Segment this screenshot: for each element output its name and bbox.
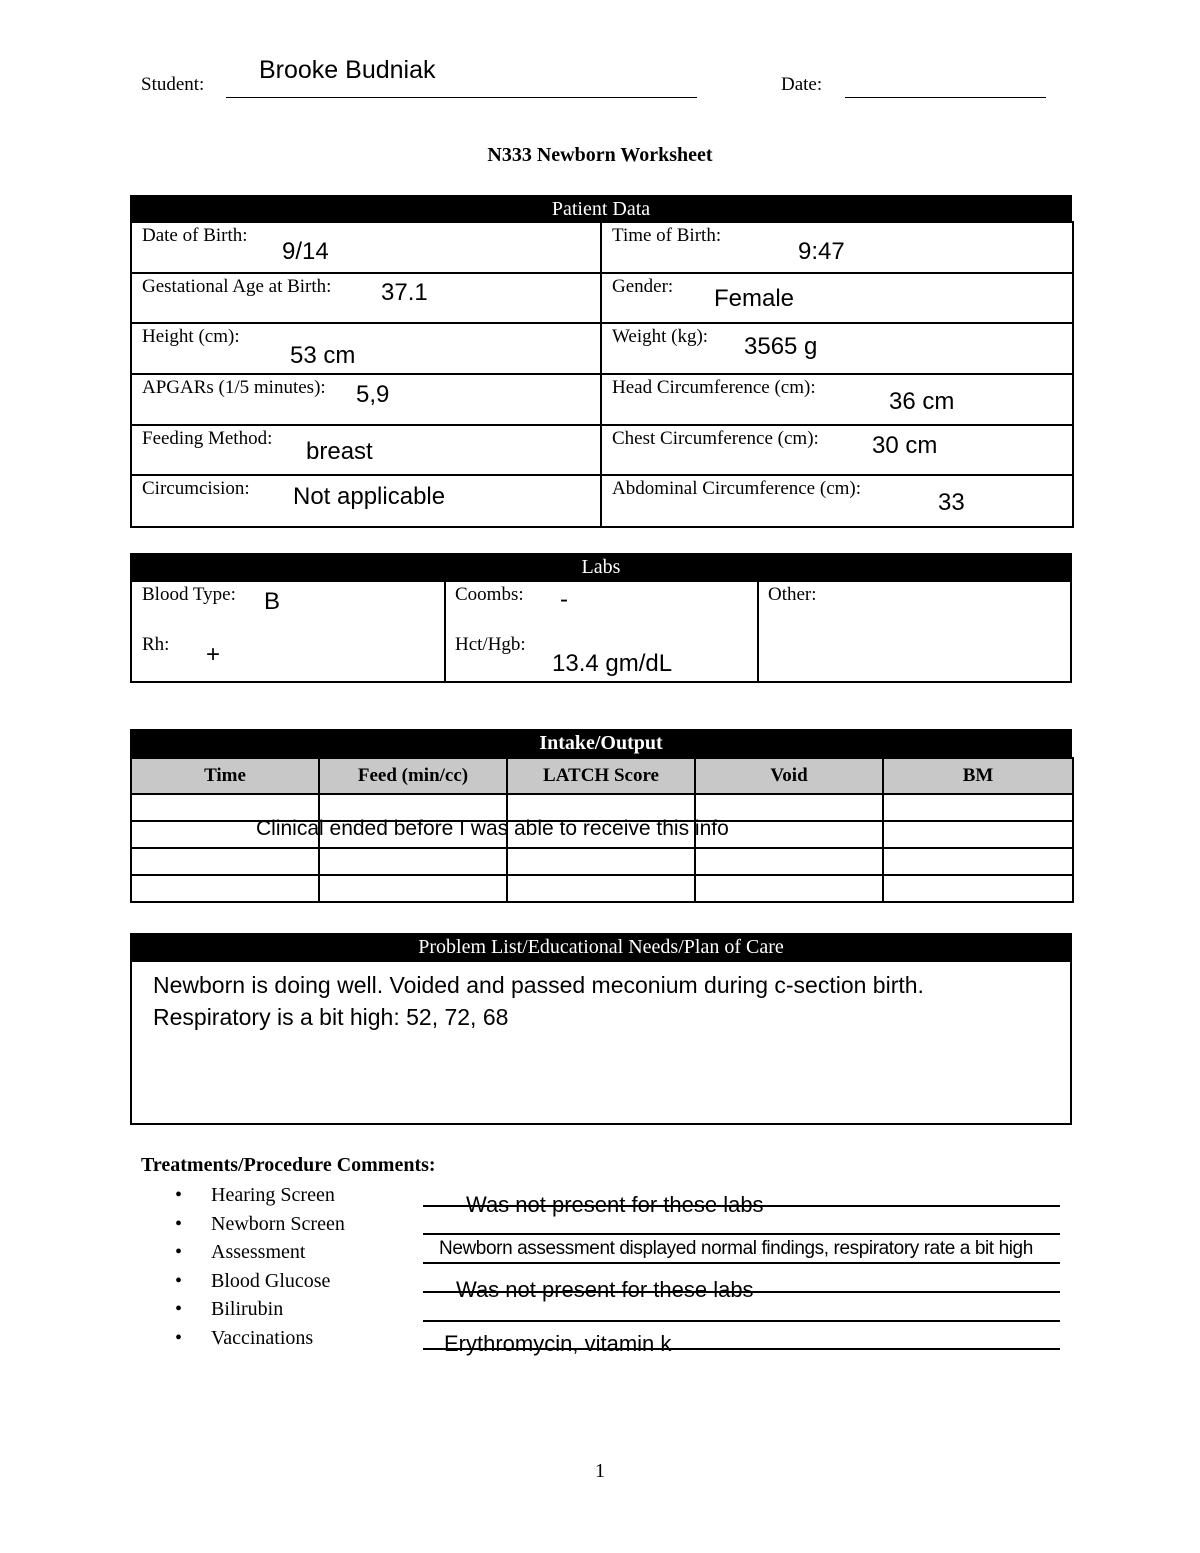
student-line [226,97,697,98]
date-of-birth-label: Date of Birth: [142,225,248,246]
treatments-list [175,1182,415,1353]
col-bm: BM [883,758,1073,794]
table-row [131,875,1073,902]
intake-output-note: Clinical ended before I was able to receive this info [256,817,729,840]
cell[interactable] [883,848,1073,875]
time-of-birth-cell[interactable] [601,222,1073,273]
hct-hgb-value[interactable]: 13.4 gm/dL [552,650,673,677]
gestational-age-label: Gestational Age at Birth: [142,276,332,297]
cell[interactable] [883,794,1073,821]
gender-cell[interactable] [601,273,1073,323]
weight-cell[interactable] [601,323,1073,374]
hearing-newborn-comment: Was not present for these labs [466,1192,764,1217]
hearing-screen-label: Hearing Screen [211,1184,335,1206]
blood-type-label: Blood Type: [142,584,236,605]
head-circumference-cell[interactable] [601,374,1073,425]
apgars-value: 5,9 [356,381,390,408]
date-line[interactable] [845,97,1046,98]
vaccinations-comment: Erythromycin, vitamin k [444,1331,672,1356]
col-latch-score: LATCH Score [507,758,695,794]
problem-list-box[interactable] [130,960,1072,1125]
labs-box [130,580,1072,683]
feeding-method-cell[interactable] [131,425,601,475]
problem-list-line-1: Newborn is doing well. Voided and passed meconium during c-section birth. [153,972,924,998]
labs-divider-1 [444,582,446,681]
abdominal-circumference-label: Abdominal Circumference (cm): [612,478,862,499]
comment-line-3[interactable] [423,1262,1060,1264]
page-number: 1 [595,1460,605,1482]
bilirubin-label: Bilirubin [211,1298,284,1320]
gender-value: Female [714,285,795,312]
assessment-label: Assessment [211,1241,306,1263]
col-time: Time [131,758,319,794]
chest-circumference-value: 30 cm [872,432,938,459]
height-label: Height (cm): [142,326,240,347]
abdominal-circumference-cell[interactable] [601,475,1073,527]
cell[interactable] [507,848,695,875]
comment-line-2[interactable] [423,1233,1060,1235]
labs-divider-2 [757,582,759,681]
list-item: • Blood Glucose [175,1269,331,1292]
cell[interactable] [319,848,507,875]
gestational-age-cell[interactable] [131,273,601,323]
newborn-screen-label: Newborn Screen [211,1212,345,1235]
gestational-age-value: 37.1 [381,279,428,306]
student-label: Student: [141,74,205,95]
hct-hgb-label: Hct/Hgb: [455,634,526,655]
other-label: Other: [768,584,817,605]
weight-value: 3565 g [744,333,818,360]
circumcision-cell[interactable] [131,475,601,527]
cell[interactable] [883,875,1073,902]
comment-line-5[interactable] [423,1320,1060,1322]
time-of-birth-label: Time of Birth: [612,225,722,246]
height-value: 53 cm [290,342,356,369]
problem-list-heading: Problem List/Educational Needs/Plan of Care [130,933,1072,962]
cell[interactable] [131,875,319,902]
cell[interactable] [131,848,319,875]
patient-data-table [130,221,1074,528]
page-title: N333 Newborn Worksheet [487,144,713,166]
gender-label: Gender: [612,276,674,297]
time-of-birth-value: 9:47 [798,238,845,265]
list-item: • Hearing Screen [175,1184,335,1206]
coombs-value[interactable]: - [560,586,568,613]
cell[interactable] [695,875,883,902]
col-feed: Feed (min/cc) [319,758,507,794]
apgars-cell[interactable] [131,374,601,425]
cell[interactable] [507,875,695,902]
height-cell[interactable] [131,323,601,374]
head-circumference-value: 36 cm [889,388,955,415]
list-item: • Assessment [175,1241,306,1263]
list-item: • Newborn Screen [175,1212,345,1235]
circumcision-value: Not applicable [293,483,446,510]
cell[interactable] [319,875,507,902]
chest-circumference-cell[interactable] [601,425,1073,475]
blood-type-value[interactable]: B [264,588,281,615]
weight-label: Weight (kg): [612,326,709,347]
table-row [131,848,1073,875]
rh-value[interactable]: + [206,641,221,668]
coombs-label: Coombs: [455,584,524,605]
apgars-label: APGARs (1/5 minutes): [142,377,326,398]
intake-output-heading: Intake/Output [130,729,1072,759]
feeding-method-value: breast [306,438,373,465]
patient-data-heading: Patient Data [130,195,1072,223]
date-of-birth-value: 9/14 [282,238,329,265]
glucose-bilirubin-comment: Was not present for these labs [456,1277,754,1302]
circumcision-label: Circumcision: [142,478,250,499]
vaccinations-label: Vaccinations [211,1326,314,1349]
abdominal-circumference-value: 33 [938,489,965,516]
col-void: Void [695,758,883,794]
chest-circumference-label: Chest Circumference (cm): [612,428,819,449]
treatments-heading: Treatments/Procedure Comments: [141,1154,436,1176]
rh-label: Rh: [142,634,170,655]
problem-list-line-2: Respiratory is a bit high: 52, 72, 68 [153,1004,509,1030]
date-label: Date: [781,74,823,95]
blood-glucose-label: Blood Glucose [211,1269,331,1292]
list-item: • Vaccinations [175,1326,314,1349]
student-name[interactable]: Brooke Budniak [259,56,436,84]
cell[interactable] [883,821,1073,848]
assessment-comment: Newborn assessment displayed normal findings, respiratory rate a bit high [439,1238,1033,1259]
head-circumference-label: Head Circumference (cm): [612,377,816,398]
feeding-method-label: Feeding Method: [142,428,273,449]
labs-heading: Labs [130,553,1072,582]
cell[interactable] [695,848,883,875]
list-item: • Bilirubin [175,1298,284,1320]
date-of-birth-cell[interactable] [131,222,601,273]
